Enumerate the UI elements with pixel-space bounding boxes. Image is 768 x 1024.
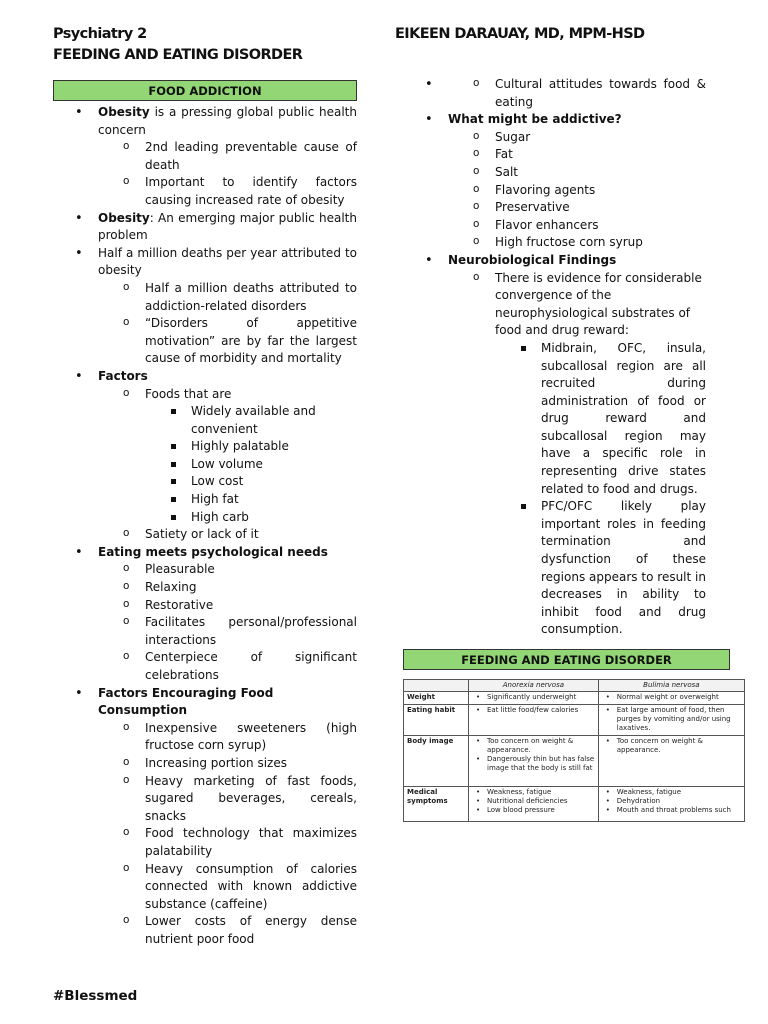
list-item: • Too concern on weight & appearance. [602,737,741,755]
list-item: • Eat little food/few calories [472,706,595,715]
comparison-table [403,679,745,822]
list-item: Widely available and convenient [53,403,357,438]
list-item: o Preservative [403,199,706,217]
list-item: o Centerpiece of significant celebrations [53,649,357,684]
table-header-row [404,680,745,692]
list-item: • What might be addictive? o Sugar o Fat o Salt o Flavoring agents o Preservative o Flavor enhancers o High fructose corn syrup [403,111,706,252]
list-item: • Factors o Foods that are Widely available and convenient Highly palatable Low volume Low cost High fat High carb o Satiety or lack of it [53,368,357,544]
topic-title: FEEDING AND EATING DISORDER [53,47,303,63]
list-item: Midbrain, OFC, insula, subcallosal region are all recruited during administration of food or drug reward and subcallosal region may have a specific role in representing drive states related to food and drugs. [403,340,706,498]
row-label: Weight [404,692,469,705]
table-header-cell [404,680,469,692]
list-item: • Weakness, fatigue [472,788,595,797]
list-item: o Heavy consumption of calories connected with known addictive substance (caffeine) [53,861,357,914]
bulimia-cell [598,736,744,787]
list-item: • Low blood pressure [472,806,595,815]
list-item: o Satiety or lack of it [53,526,357,544]
bulimia-cell [598,787,744,822]
list-item: • Too concern on weight & appearance. [472,737,595,755]
anorexia-cell [469,705,599,736]
list-item: • Obesity is a pressing global public health concern o 2nd leading preventable cause of death o Important to identify factors causing increased rate of obesity [53,104,357,210]
list-item: • Significantly underweight [472,693,595,702]
table-row [404,787,745,822]
list-item: o Pleasurable [53,561,357,579]
page-header-left [53,24,302,66]
right-column [403,76,706,670]
row-label: Body image [404,736,469,787]
list-item: • Obesity: An emerging major public health problem [53,210,357,245]
section-title-food-addiction: FOOD ADDICTION [53,80,357,101]
table-row [404,692,745,705]
list-item: o Sugar [403,129,706,147]
list-item: • Neurobiological Findings o There is evidence for considerable convergence of the neurophysiological substrates of food and drug reward: Midbrain, OFC, insula, subcallosal region are all recruited during administration of food or drug reward and subcallosal region may have a specific role in representing drive states related to food and drugs. PFC/OFC likely play important roles in feeding termination and dysfunction of these regions appears to result in decreases in ability to inhibit food and drug consumption. [403,252,706,639]
list-item: o Increasing portion sizes [53,755,357,773]
list-item: o Fat [403,146,706,164]
list-item: o Inexpensive sweeteners (high fructose corn syrup) [53,720,357,755]
list-item: • Eating meets psychological needs o Pleasurable o Relaxing o Restorative o Facilitates personal/professional interactions o Centerpiece of significant celebrations [53,544,357,685]
list-item: o Foods that are Widely available and convenient Highly palatable Low volume Low cost High fat High carb [53,386,357,527]
list-item: o • Cultural attitudes towards food & eating [403,76,706,111]
anorexia-cell [469,787,599,822]
list-item: High fat [53,491,357,509]
list-item: • Normal weight or overweight [602,693,741,702]
author-name: EIKEEN DARAUAY, MD, MPM-HSD [395,26,645,42]
list-item: o High fructose corn syrup [403,234,706,252]
bulimia-cell [598,705,744,736]
list-item: • Weakness, fatigue [602,788,741,797]
row-label: Eating habit [404,705,469,736]
list-item: PFC/OFC likely play important roles in feeding termination and dysfunction of these regions appears to result in decreases in ability to inhibit food and drug consumption. [403,498,706,639]
list-item: o Flavor enhancers [403,217,706,235]
list-item: o 2nd leading preventable cause of death [53,139,357,174]
course-title: Psychiatry 2 [53,26,147,42]
table-header-cell: Anorexia nervosa [469,680,599,692]
list-item: o Half a million deaths attributed to addiction-related disorders [53,280,357,315]
list-item: o “Disorders of appetitive motivation” are by far the largest cause of morbidity and mortality [53,315,357,368]
list-item: Highly palatable [53,438,357,456]
list-item: • Dangerously thin but has false image that the body is still fat [472,755,595,773]
list-item: o Lower costs of energy dense nutrient poor food [53,913,357,948]
list-item: Low volume [53,456,357,474]
list-item: • Half a million deaths per year attributed to obesity o Half a million deaths attributed to addiction-related disorders o “Disorders of appetitive motivation” are by far the largest cause of morbidity and mortality [53,245,357,368]
list-item: • Eat large amount of food, then purges by vomiting and/or using laxatives. [602,706,741,733]
anorexia-cell [469,692,599,705]
table-row [404,705,745,736]
list-item: o Restorative [53,597,357,615]
list-item: High carb [53,509,357,527]
food-addiction-list [53,104,357,949]
list-item: o There is evidence for considerable convergence of the neurophysiological substrates of food and drug reward: Midbrain, OFC, insula, subcallosal region are all recruited during administration of food or drug reward and subcallosal region may have a specific role in representing drive states related to food and drugs. PFC/OFC likely play important roles in feeding termination and dysfunction of these regions appears to result in decreases in ability to inhibit food and drug consumption. [403,270,706,639]
list-item: o Facilitates personal/professional interactions [53,614,357,649]
row-label: Medical symptoms [404,787,469,822]
list-item: o Salt [403,164,706,182]
table-header-cell: Bulimia nervosa [598,680,744,692]
list-item: • Dehydration [602,797,741,806]
list-item-continued [403,76,706,111]
left-column [53,80,357,949]
section-title-feeding-eating-disorder: FEEDING AND EATING DISORDER [403,649,730,670]
list-item: Low cost [53,473,357,491]
bulimia-cell [598,692,744,705]
list-item: o Heavy marketing of fast foods, sugared beverages, cereals, snacks [53,773,357,826]
list-item: • Mouth and throat problems such [602,806,741,815]
list-item: • Factors Encouraging Food Consumption o Inexpensive sweeteners (high fructose corn syrup) o Increasing portion sizes o Heavy marketing of fast foods, sugared beverages, cereals, snacks o Food technology that maximizes palatability o Heavy consumption of calories connected with known addictive substance (caffeine) o Lower costs of energy dense nutrient poor food [53,685,357,949]
list-item: o Food technology that maximizes palatability [53,825,357,860]
list-item: o Flavoring agents [403,182,706,200]
table-row [404,736,745,787]
list-item: o Important to identify factors causing increased rate of obesity [53,174,357,209]
list-item: • Nutritional deficiencies [472,797,595,806]
anorexia-cell [469,736,599,787]
list-item: o Relaxing [53,579,357,597]
footer-hashtag: #Blessmed [53,988,138,1004]
food-addiction-list-continued [403,76,706,639]
